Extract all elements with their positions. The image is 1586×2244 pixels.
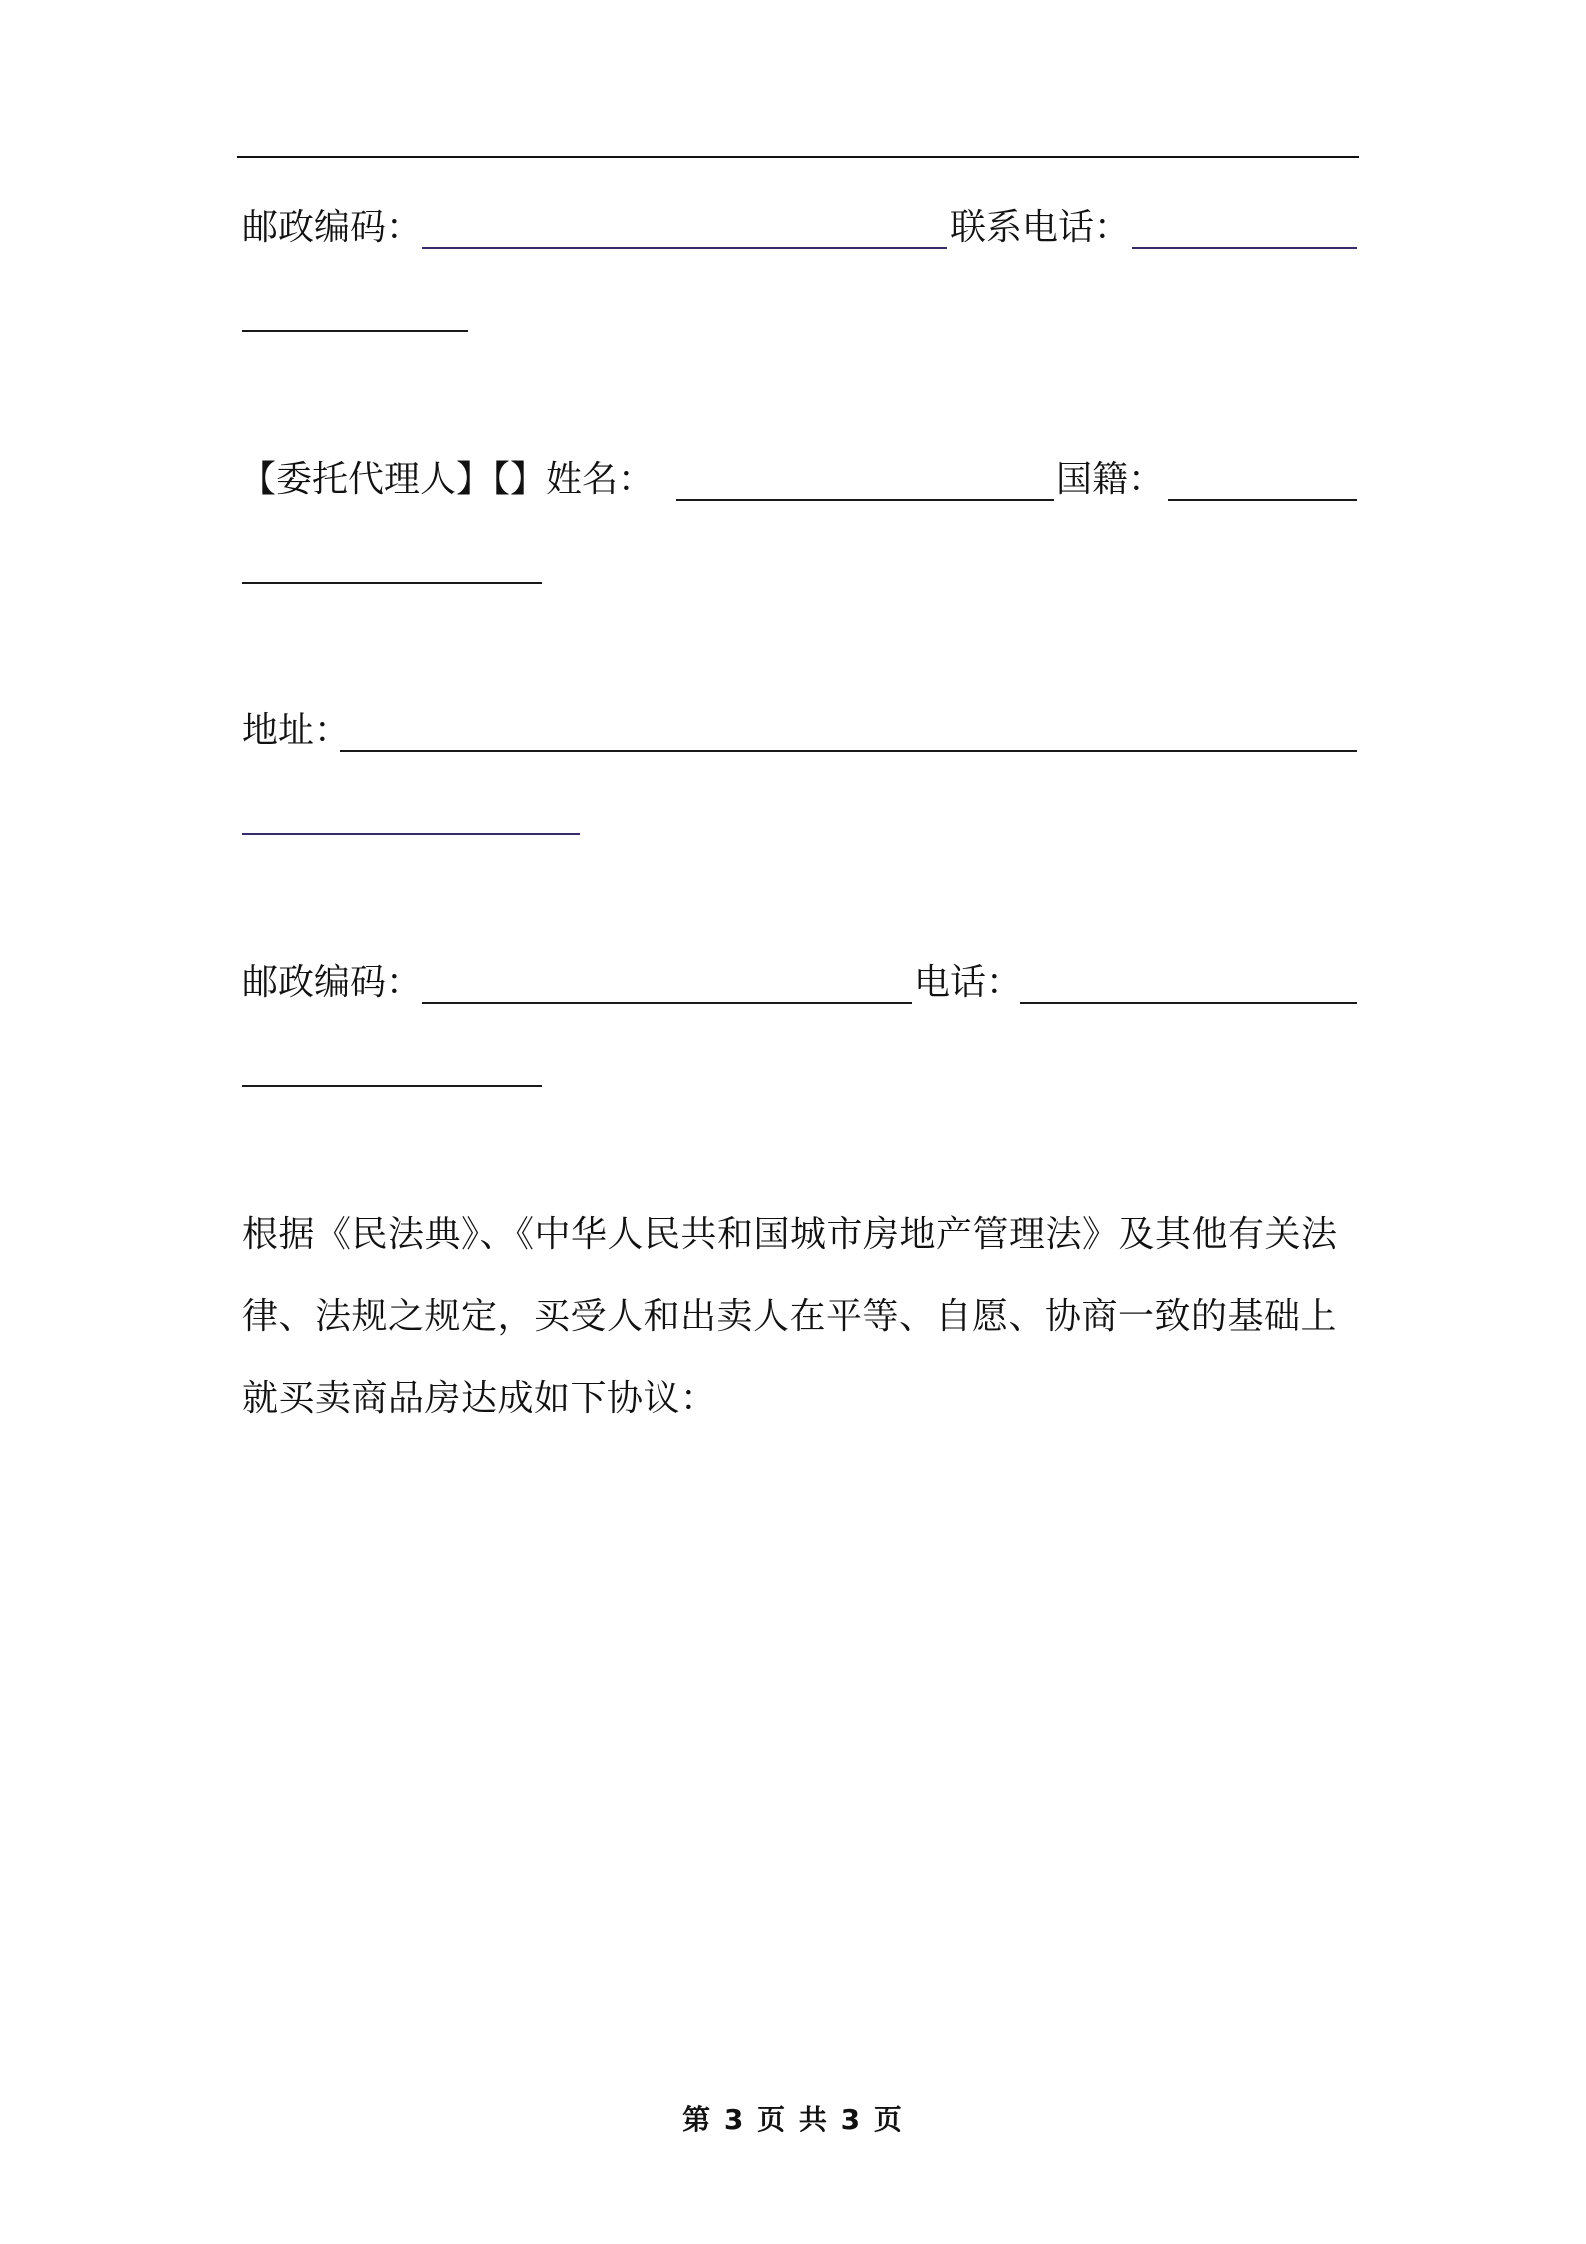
page-indicator: 第 3 页 共 3 页 <box>682 2103 904 2136</box>
agent-name-field[interactable] <box>676 499 1054 501</box>
phone-field[interactable] <box>1020 1002 1357 1004</box>
postal-code-label-1: 邮政编码： <box>242 207 423 248</box>
postal-code-field-1[interactable] <box>422 247 947 249</box>
address-field-continued[interactable] <box>242 833 580 835</box>
postal-code-label-2: 邮政编码： <box>242 962 423 1003</box>
address-field[interactable] <box>340 750 1357 752</box>
contact-phone-field[interactable] <box>1132 247 1357 249</box>
agent-name-label: 【委托代理人】【】姓名： <box>240 459 655 500</box>
postal-code-field-2[interactable] <box>422 1002 912 1004</box>
paragraph-line-3: 就买卖商品房达成如下协议： <box>242 1378 717 1419</box>
agreement-intro-paragraph <box>242 1194 1362 1440</box>
address-label: 地址： <box>242 710 351 751</box>
contact-phone-field-continued[interactable] <box>242 330 468 332</box>
contact-phone-label: 联系电话： <box>950 207 1131 248</box>
nationality-field-continued[interactable] <box>242 582 542 584</box>
nationality-label: 国籍： <box>1056 459 1165 500</box>
paragraph-line-2: 律、法规之规定，买受人和出卖人在平等、自愿、协商一致的基础上 <box>242 1296 1338 1337</box>
nationality-field[interactable] <box>1168 499 1357 501</box>
paragraph-line-1: 根据《民法典》、《中华人民共和国城市房地产管理法》及其他有关法 <box>242 1214 1338 1255</box>
top-rule <box>237 156 1359 158</box>
phone-label: 电话： <box>914 962 1023 1003</box>
phone-field-continued[interactable] <box>242 1085 542 1087</box>
